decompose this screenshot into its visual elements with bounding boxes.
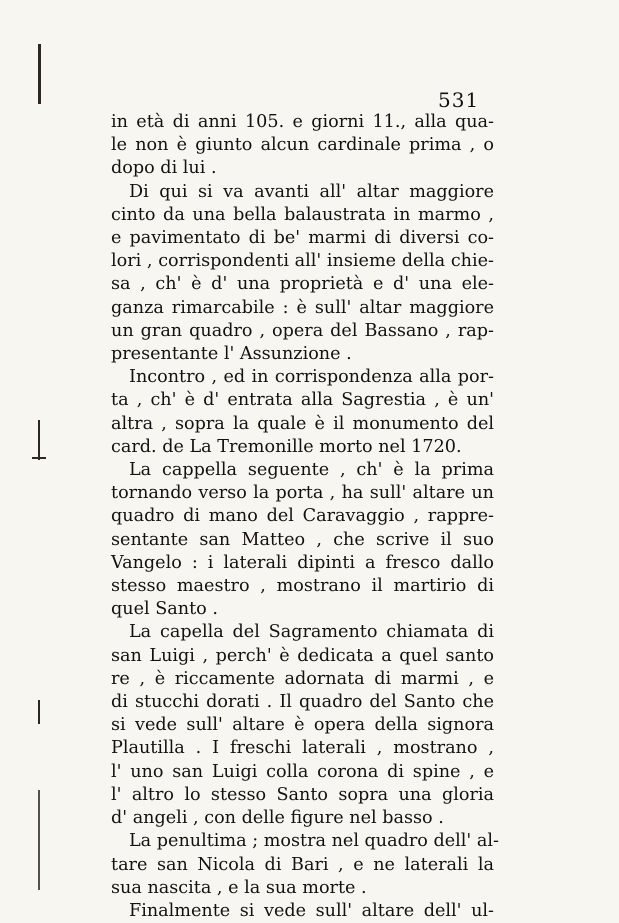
text-line: La penultima ; mostra nel quadro dell' al- (129, 831, 499, 852)
text-line: quel Santo . (111, 599, 218, 620)
text-line: La cappella seguente , ch' è la prima (129, 460, 494, 481)
text-line: Plautilla . I freschi laterali , mostrano , (111, 738, 494, 759)
text-line: presentante l' Assunzione . (111, 344, 352, 365)
text-line: l' uno san Luigi colla corona di spine , e (111, 761, 494, 782)
text-line: lori , corrispondenti all' insieme della chie- (111, 251, 494, 272)
text-line: cinto da una bella balaustrata in marmo , (111, 204, 494, 225)
margin-ink-mark (32, 457, 46, 459)
margin-ink-mark (38, 790, 40, 890)
text-line: sa , ch' è d' una proprietà e d' una ele- (111, 274, 494, 295)
margin-ink-mark (38, 700, 40, 724)
text-line: l' altro lo stesso Santo sopra una gloria (111, 784, 494, 805)
text-line: La capella del Sagramento chiamata di (129, 622, 494, 643)
text-line: sentante san Matteo , che scrive il suo (111, 529, 494, 550)
text-line: e pavimentato di be' marmi di diversi co- (111, 228, 494, 249)
text-line: san Luigi , perch' è dedicata a quel santo (111, 645, 494, 666)
text-line: Finalmente si vede sull' altare dell' ul- (129, 900, 494, 921)
body-text (111, 111, 499, 923)
text-line: Incontro , ed in corrispondenza alla por- (129, 367, 494, 388)
text-line: in età di anni 105. e giorni 11., alla qua- (111, 112, 494, 132)
text-line: ganza rimarcabile : è sull' altar maggiore (111, 297, 494, 318)
margin-ink-mark (38, 44, 41, 104)
text-line: tare san Nicola di Bari , e ne laterali la (111, 854, 494, 875)
text-line: quadro di mano del Caravaggio , rappre- (111, 506, 494, 527)
page-number: 531 (438, 88, 480, 112)
text-line: di stucchi dorati . Il quadro del Santo che (111, 692, 494, 713)
text-line: altra , sopra la quale è il monumento del (111, 413, 494, 434)
text-line: stesso maestro , mostrano il martirio di (111, 576, 494, 597)
text-line: un gran quadro , opera del Bassano , rap- (111, 320, 494, 341)
text-line: tornando verso la porta , ha sull' altare un (111, 483, 494, 504)
text-line: card. de La Tremonille morto nel 1720. (111, 436, 462, 457)
text-line: ta , ch' è d' entrata alla Sagrestia , è un' (111, 390, 494, 411)
text-line: re , è riccamente adornata di marmi , e (111, 668, 494, 689)
margin-ink-mark (38, 420, 40, 460)
text-line: Di qui si va avanti all' altar maggiore (129, 181, 494, 202)
text-line: dopo di lui . (111, 158, 217, 179)
text-line: si vede sull' altare è opera della signora (111, 715, 494, 736)
text-line: sua nascita , e la sua morte . (111, 877, 367, 898)
text-line: le non è giunto alcun cardinale prima , o (111, 135, 494, 156)
text-line: Vangelo : i laterali dipinti a fresco dallo (111, 552, 494, 573)
text-line: d' angeli , con delle figure nel basso . (111, 808, 444, 829)
